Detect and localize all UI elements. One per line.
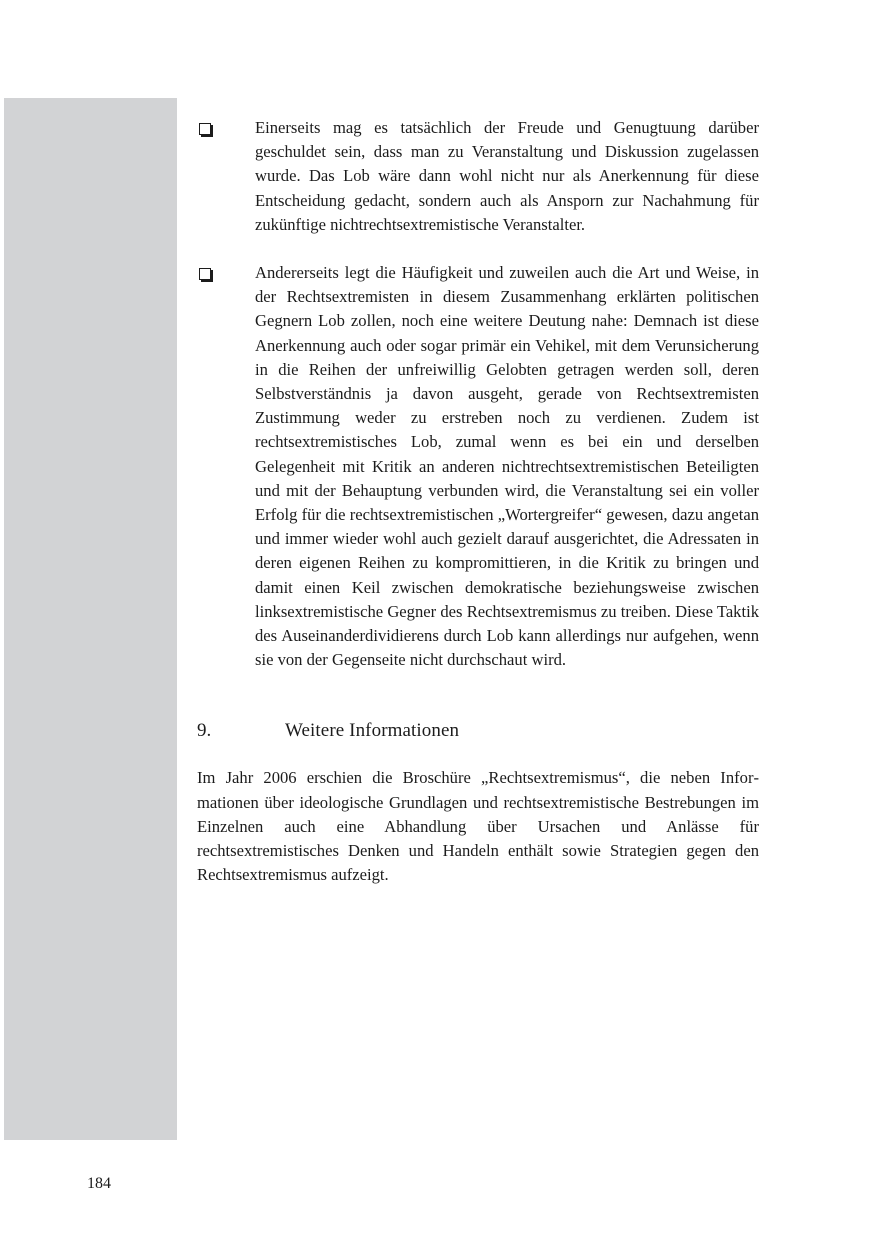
bullet-paragraph-1: Einerseits mag es tatsächlich der Freude und Genugtuung darüber geschuldet sein, dass man zu Veranstaltung und Diskussion zugelassen wurde. Das Lob wäre dann wohl nicht nur als Anerkennung für diese Entscheidung gedacht, sondern auch als Ansporn zur Nachahmung für zukünftige nichtrechtsextremistische Veranstalter.: [255, 118, 759, 234]
page-content: [197, 116, 759, 887]
section-number: 9.: [197, 720, 212, 742]
list-item: [197, 116, 759, 237]
checkbox-square-icon: [199, 268, 211, 280]
section-heading: [197, 718, 759, 744]
list-item: [197, 261, 759, 672]
page-margin-band: [4, 98, 177, 1140]
page-number: 184: [87, 1175, 111, 1192]
section-title: Weitere Informationen: [285, 720, 460, 742]
section-body: Im Jahr 2006 erschien die Broschüre „Rechtsextremismus“, die neben Informationen über ideologische Grundlagen und rechtsextremistische Bestrebungen im Einzelnen auch eine Abhandlung über Ursachen und Anlässe für rechtsextremistisches Denken und Handeln enthält sowie Strategien gegen den Rechtsextremismus aufzeigt.: [197, 768, 759, 885]
bullet-paragraph-2: Andererseits legt die Häufigkeit und zuweilen auch die Art und Weise, in der Rechtsextremisten in diesem Zusammenhang erklärten politischen Gegnern Lob zollen, noch eine weitere Deutung nahe: Demnach ist diese Anerkennung auch oder sogar primär ein Vehikel, mit dem Verunsicherung in die Reihen der unfreiwillig Gelobten getragen werden soll, deren Selbstverständnis ja davon ausgeht, gerade von Rechtsextremisten Zustimmung weder zu erstreben noch zu verdienen. Zudem ist rechtsextremistisches Lob, zumal wenn es bei ein und derselben Gelegenheit mit Kritik an anderen nichtrechtsextremistischen Beteiligten und mit der Behauptung verbunden wird, die Veranstaltung sei ein voller Erfolg für die rechtsextremistischen „Wortergreifer“ gewesen, dazu angetan und immer wieder wohl auch gezielt darauf ausgerichtet, die Adressaten in deren eigenen Reihen zu kompromittieren, in die Kritik zu bringen und damit einen Keil zwischen demokratische beziehungsweise zwischen linksextremistische Gegner des Rechtsextremismus zu treiben. Diese Taktik des Auseinanderdividierens durch Lob kann allerdings nur aufgehen, wenn sie von der Gegenseite nicht durchschaut wird.: [255, 263, 759, 670]
checkbox-square-icon: [199, 123, 211, 135]
